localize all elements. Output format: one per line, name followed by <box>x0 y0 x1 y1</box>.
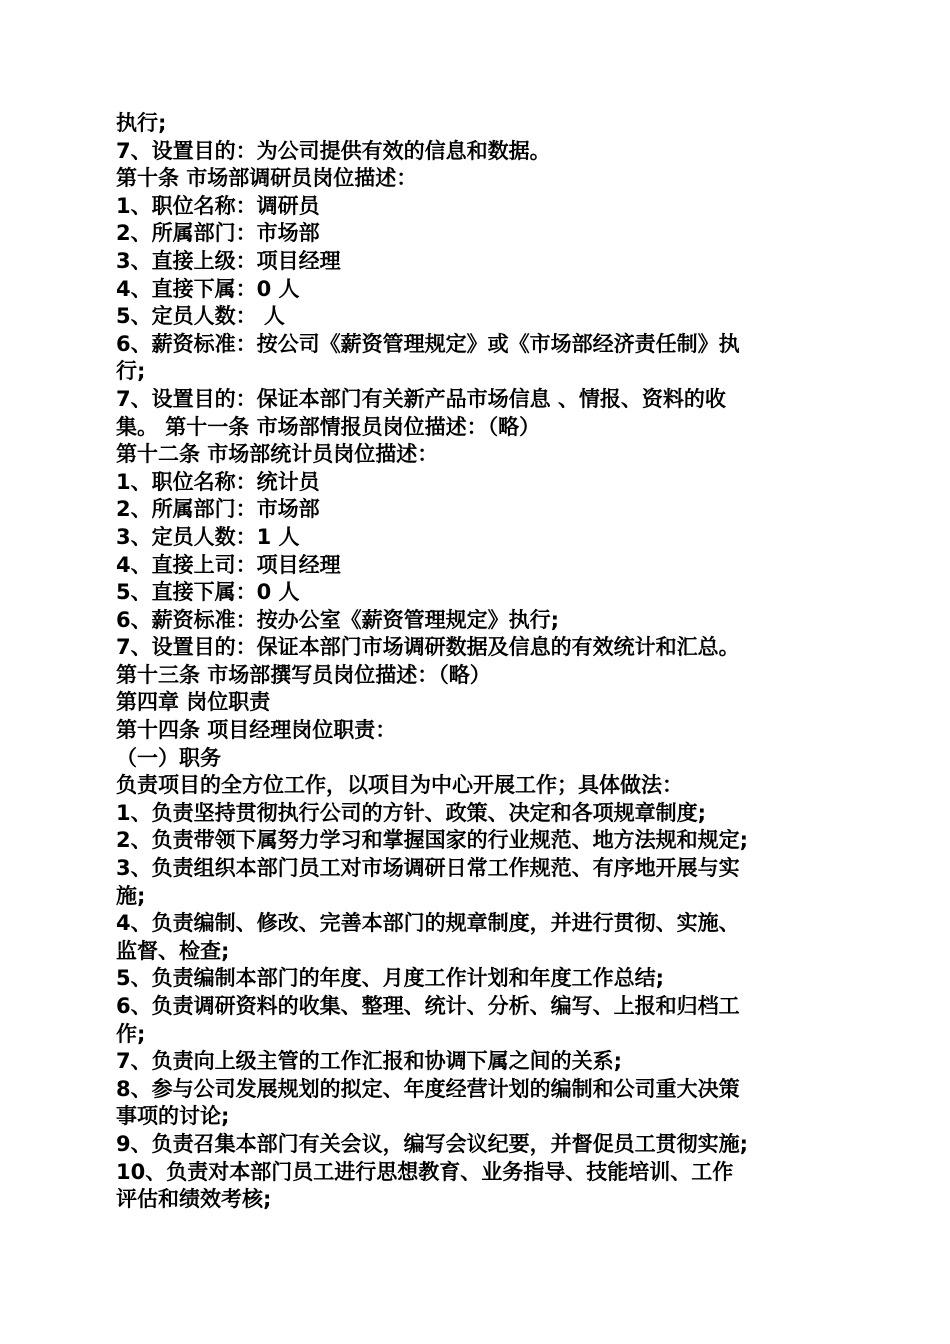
text-line: 7、负责向上级主管的工作汇报和协调下属之间的关系; <box>116 1049 623 1074</box>
section-heading: 第十二条 市场部统计员岗位描述： <box>116 442 439 467</box>
document-page <box>116 110 846 1214</box>
text-line: 6、薪资标准：按办公室《薪资管理规定》执行; <box>116 607 560 632</box>
text-line: 7、设置目的：保证本部门市场调研数据及信息的有效统计和汇总。 <box>116 635 740 660</box>
text-line: 作; <box>116 1021 146 1046</box>
text-line: 负责项目的全方位工作，以项目为中心开展工作；具体做法： <box>116 773 683 798</box>
text-line: 4、负责编制、修改、完善本部门的规章制度，并进行贯彻、实施、 <box>116 911 740 936</box>
text-line: 6、薪资标准：按公司《薪资管理规定》或《市场部经济责任制》执 <box>116 331 740 356</box>
text-line: 行; <box>116 359 146 384</box>
text-line: 1、职位名称：统计员 <box>116 469 320 494</box>
text-line: 2、所属部门：市场部 <box>116 497 320 522</box>
text-line: 集。 第十一条 市场部情报员岗位描述：（略） <box>116 414 541 439</box>
text-line: 3、直接上级：项目经理 <box>116 248 341 273</box>
text-line: 事项的讨论; <box>116 1104 230 1129</box>
text-line: 施; <box>116 883 146 908</box>
text-line: 4、直接上司：项目经理 <box>116 552 341 577</box>
text-line: 监督、检查; <box>116 938 230 963</box>
text-line: 7、设置目的：为公司提供有效的信息和数据。 <box>116 138 551 163</box>
text-line: 8、参与公司发展规划的拟定、年度经营计划的编制和公司重大决策 <box>116 1076 740 1101</box>
text-line: 5、定员人数： 人 <box>116 304 285 329</box>
text-line: 执行; <box>116 111 167 135</box>
text-line: 5、负责编制本部门的年度、月度工作计划和年度工作总结; <box>116 966 665 991</box>
section-heading: 第十条 市场部调研员岗位描述： <box>116 166 418 191</box>
text-line: 评估和绩效考核; <box>116 1187 272 1212</box>
text-line: 1、负责坚持贯彻执行公司的方针、政策、决定和各项规章制度; <box>116 800 707 825</box>
text-line: 2、负责带领下属努力学习和掌握国家的行业规范、地方法规和规定; <box>116 828 749 853</box>
section-heading: 第十四条 项目经理岗位职责： <box>116 718 397 743</box>
text-line: 6、负责调研资料的收集、整理、统计、分析、编写、上报和归档工 <box>116 994 740 1018</box>
text-line: 7、设置目的：保证本部门有关新产品市场信息 、情报、资料的收 <box>116 386 726 411</box>
text-line: 1、职位名称：调研员 <box>116 193 320 218</box>
text-line: 3、定员人数：1 人 <box>116 524 300 549</box>
text-line: 9、负责召集本部门有关会议，编写会议纪要，并督促员工贯彻实施; <box>116 1131 749 1156</box>
text-line: 3、负责组织本部门员工对市场调研日常工作规范、有序地开展与实 <box>116 856 740 881</box>
section-heading: 第十三条 市场部撰写员岗位描述：（略） <box>116 662 491 687</box>
text-line: 10、负责对本部门员工进行思想教育、业务指导、技能培训、工作 <box>116 1159 734 1184</box>
text-line: 2、所属部门：市场部 <box>116 221 320 246</box>
text-line: 4、直接下属：0 人 <box>116 276 300 301</box>
chapter-heading: 第四章 岗位职责 <box>116 690 271 715</box>
subsection-heading: （一）职务 <box>116 745 221 770</box>
text-line: 5、直接下属：0 人 <box>116 580 300 605</box>
